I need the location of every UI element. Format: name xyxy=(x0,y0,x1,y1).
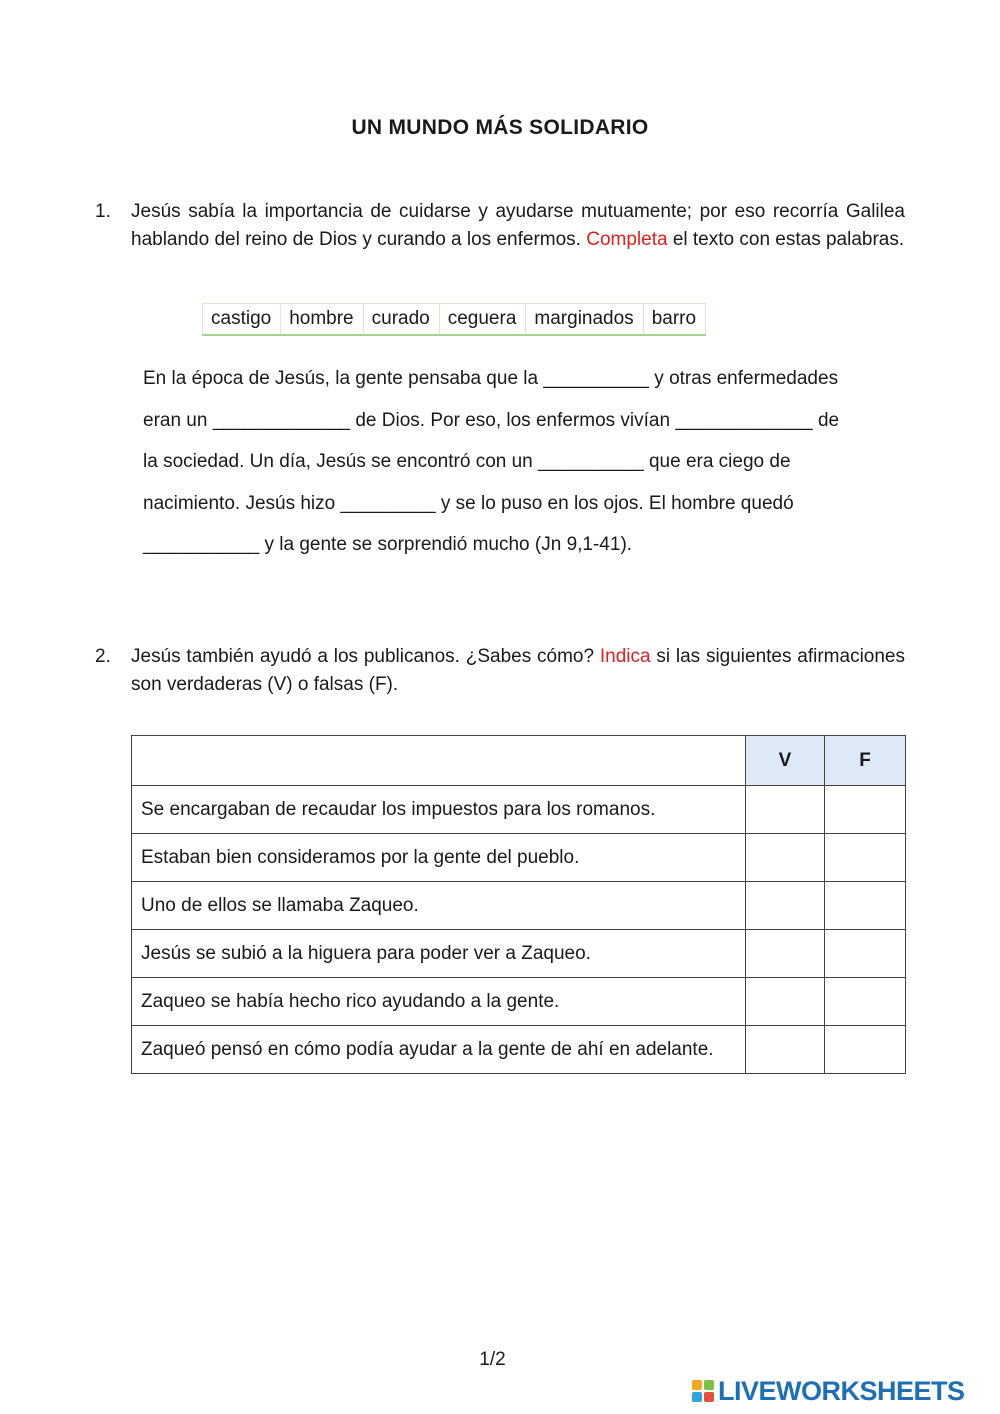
question-2-number: 2. xyxy=(95,646,111,667)
answer-f-cell[interactable] xyxy=(825,978,906,1026)
statement: Zaqueó pensó en cómo podía ayudar a la gente de ahí en adelante. xyxy=(132,1026,746,1074)
question-1-number: 1. xyxy=(95,201,111,222)
statement: Zaqueo se había hecho rico ayudando a la gente. xyxy=(132,978,746,1026)
true-false-table xyxy=(131,735,906,1074)
question-1 xyxy=(95,198,905,254)
answer-f-cell[interactable] xyxy=(825,1026,906,1074)
fill-line[interactable]: ___________ y la gente se sorprendió mucho (Jn 9,1-41). xyxy=(143,534,633,555)
statement: Estaban bien consideramos por la gente del pueblo. xyxy=(132,834,746,882)
answer-v-cell[interactable] xyxy=(746,882,825,930)
statement: Uno de ellos se llamaba Zaqueo. xyxy=(132,882,746,930)
answer-v-cell[interactable] xyxy=(746,834,825,882)
statement: Se encargaban de recaudar los impuestos para los romanos. xyxy=(132,786,746,834)
instruction-highlight: Completa xyxy=(586,229,668,250)
fill-line[interactable]: eran un _____________ de Dios. Por eso, los enfermos vivían _____________ de xyxy=(143,409,840,431)
table-row xyxy=(132,882,906,930)
word-bank-item: barro xyxy=(643,304,705,336)
header-blank xyxy=(132,736,746,786)
table-header-row xyxy=(132,736,906,786)
answer-v-cell[interactable] xyxy=(746,930,825,978)
answer-f-cell[interactable] xyxy=(825,882,906,930)
word-bank-item: marginados xyxy=(526,304,643,336)
word-bank-item: ceguera xyxy=(439,304,526,336)
fill-line[interactable]: la sociedad. Un día, Jesús se encontró con un __________ que era ciego de xyxy=(143,451,791,472)
statement: Jesús se subió a la higuera para poder ver a Zaqueo. xyxy=(132,930,746,978)
word-bank-item: castigo xyxy=(203,304,281,336)
answer-v-cell[interactable] xyxy=(746,978,825,1026)
question-2-prompt: Jesús también ayudó a los publicanos. ¿Sabes cómo? Indica si las siguientes afirmaciones son verdaderas (V) o falsas (F). xyxy=(131,646,905,695)
word-bank-item: hombre xyxy=(281,304,363,336)
fill-line[interactable]: En la época de Jesús, la gente pensaba que la __________ y otras enfermedades xyxy=(143,368,839,389)
answer-v-cell[interactable] xyxy=(746,1026,825,1074)
logo-text: LIVEWORKSHEETS xyxy=(718,1375,965,1406)
table-row xyxy=(132,978,906,1026)
answer-f-cell[interactable] xyxy=(825,930,906,978)
table-row xyxy=(132,1026,906,1074)
word-bank xyxy=(202,303,706,336)
word-bank-item: curado xyxy=(363,304,439,336)
answer-f-cell[interactable] xyxy=(825,786,906,834)
answer-v-cell[interactable] xyxy=(746,786,825,834)
header-v: V xyxy=(746,736,825,786)
page-number: 1/2 xyxy=(479,1349,506,1370)
answer-f-cell[interactable] xyxy=(825,834,906,882)
instruction-highlight: Indica xyxy=(599,646,651,667)
question-1-prompt: Jesús sabía la importancia de cuidarse y ayudarse mutuamente; por eso recorría Galilea hablando del reino de Dios y curando a los enfermos. Completa el texto con estas palabras. xyxy=(131,201,905,250)
question-2 xyxy=(95,643,905,699)
liveworksheets-logo[interactable] xyxy=(692,1374,965,1408)
table-row xyxy=(132,930,906,978)
header-f: F xyxy=(825,736,906,786)
worksheet-title: UN MUNDO MÁS SOLIDARIO xyxy=(351,116,649,139)
liveworksheets-icon xyxy=(692,1380,714,1402)
fill-line[interactable]: nacimiento. Jesús hizo _________ y se lo puso en los ojos. El hombre quedó xyxy=(143,492,794,514)
table-row xyxy=(132,834,906,882)
fill-in-text xyxy=(143,358,903,566)
table-row xyxy=(132,786,906,834)
